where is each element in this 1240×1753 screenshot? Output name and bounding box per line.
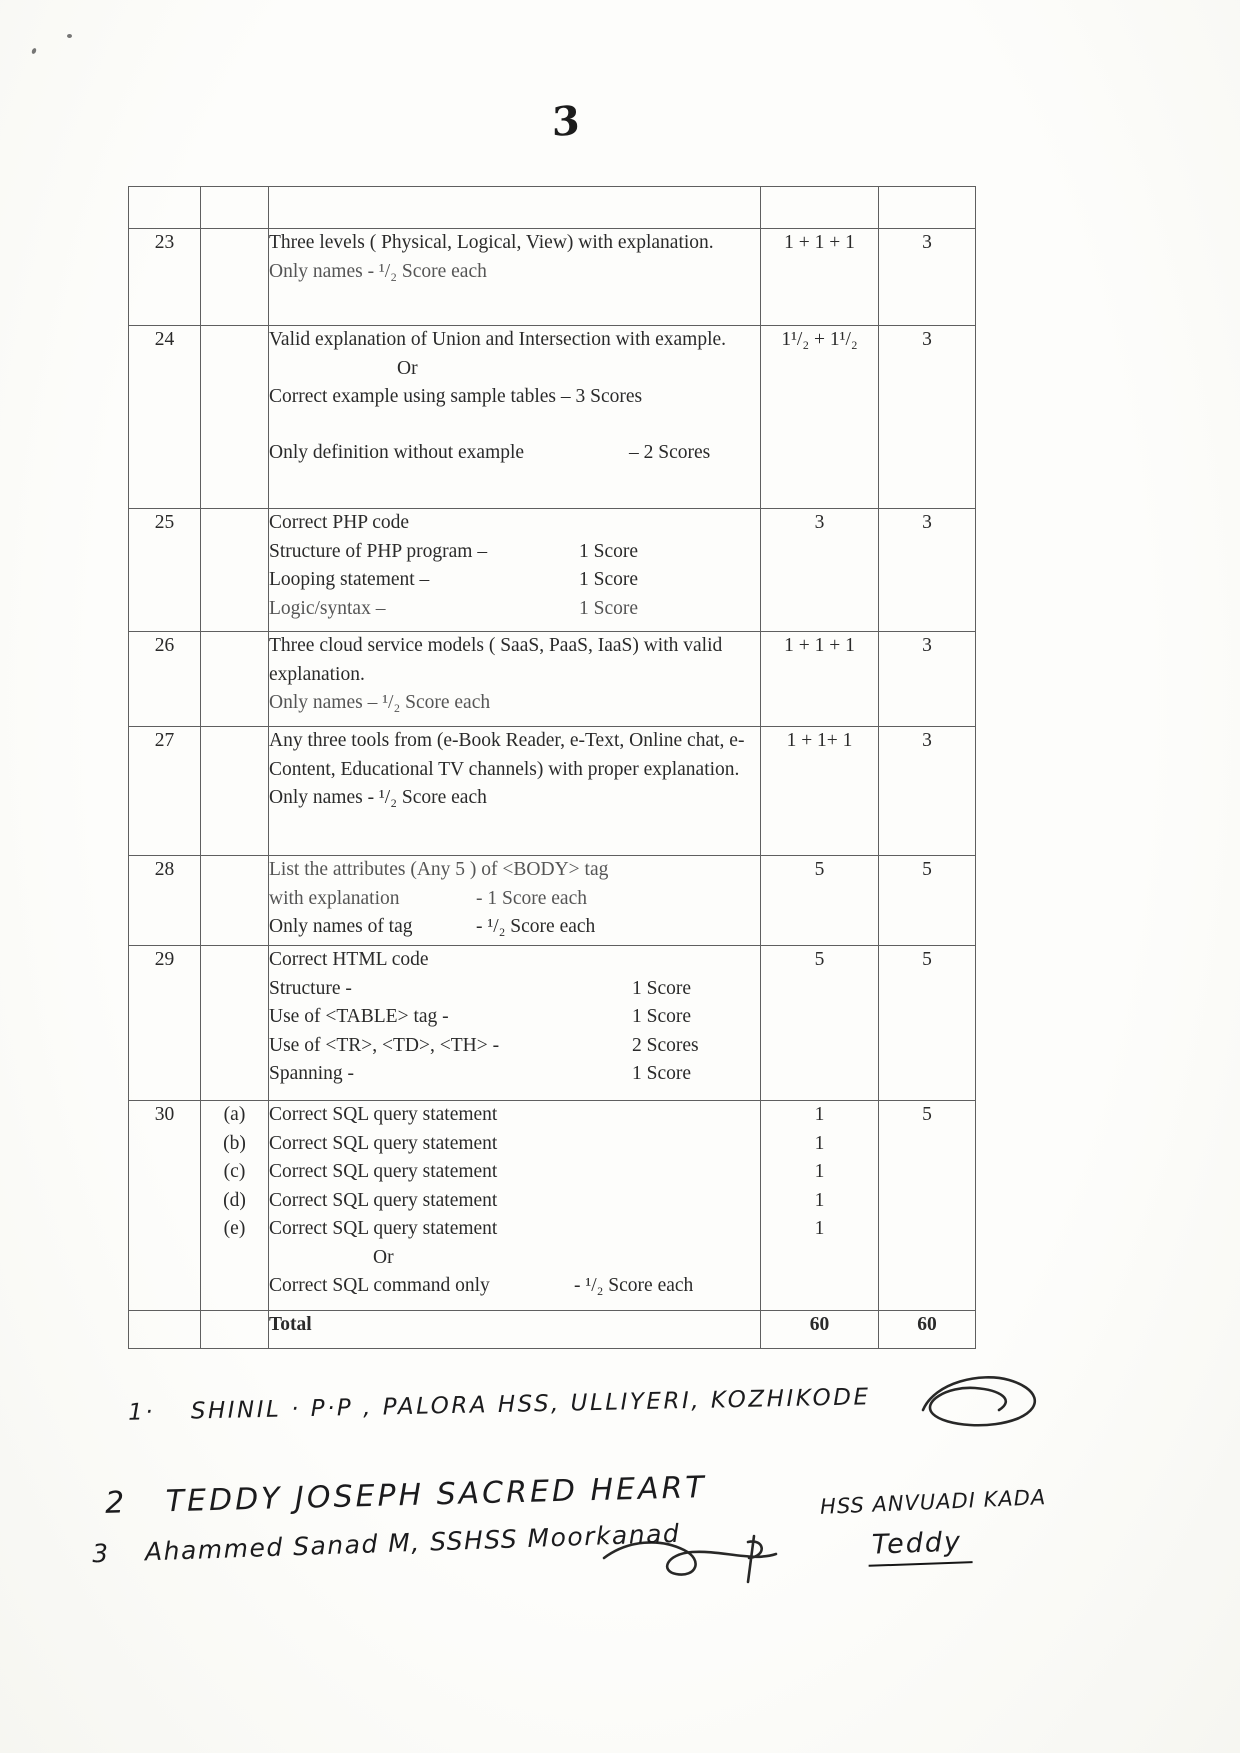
header-cell bbox=[129, 187, 201, 229]
split-score: 1 bbox=[814, 1104, 825, 1125]
answer-line: Or bbox=[397, 357, 418, 379]
sub-label: (c) bbox=[223, 1161, 246, 1182]
score-cell: 3 bbox=[879, 632, 976, 727]
answer-cell bbox=[269, 509, 761, 632]
page-number: 3 bbox=[552, 96, 580, 147]
total-empty-cell bbox=[129, 1311, 201, 1349]
answer-line: Correct SQL query statement bbox=[269, 1104, 498, 1125]
answer-cell bbox=[269, 326, 761, 509]
answer-cell bbox=[269, 632, 761, 727]
score-cell: 3 bbox=[879, 229, 976, 326]
line-score-text: 1 Score bbox=[632, 1063, 692, 1084]
table-header-row bbox=[129, 187, 976, 229]
table-row-q29 bbox=[129, 946, 976, 1101]
scan-speck bbox=[31, 47, 37, 54]
sub-label: (a) bbox=[223, 1104, 246, 1125]
split-score: 1 bbox=[814, 1189, 825, 1211]
question-number: 26 bbox=[129, 632, 201, 727]
score-split-cell: 1 + 1 + 1 bbox=[761, 229, 879, 326]
sub-question-cell bbox=[201, 229, 269, 326]
answer-line: Only names – ¹/₂ Score each bbox=[269, 692, 491, 713]
note-text: TEDDY JOSEPH SACRED HEART bbox=[165, 1470, 708, 1520]
signature-3-scribble bbox=[598, 1528, 798, 1588]
score-cell: 3 bbox=[879, 509, 976, 632]
answer-line bbox=[269, 975, 760, 1004]
handwritten-note-3 bbox=[92, 1519, 681, 1569]
handwritten-note-1 bbox=[128, 1384, 871, 1426]
score-cell: 3 bbox=[879, 326, 976, 509]
answer-line: Only names - ¹/₂ Score each bbox=[269, 787, 487, 808]
score-split-cell: 5 bbox=[761, 946, 879, 1101]
note-number: 1· bbox=[127, 1399, 156, 1426]
line-score-text: 1 Score bbox=[632, 977, 692, 999]
answer-text: Looping statement – bbox=[269, 569, 430, 590]
answer-cell bbox=[269, 229, 761, 326]
line-score-text: 1 Score bbox=[579, 540, 639, 562]
sub-label: (b) bbox=[223, 1132, 246, 1154]
answer-text: Spanning - bbox=[269, 1063, 355, 1084]
answer-line bbox=[269, 885, 760, 914]
sub-question-cell bbox=[201, 632, 269, 727]
line-score-text: 2 Scores bbox=[632, 1034, 699, 1056]
answer-text: Only names of tag bbox=[269, 916, 413, 937]
line-score-text: - ¹/₂ Score each bbox=[574, 1275, 694, 1296]
table-row-q30 bbox=[129, 1101, 976, 1311]
sub-question-cell bbox=[201, 946, 269, 1101]
answer-cell bbox=[269, 1101, 761, 1311]
line-score-text: – 2 Scores bbox=[629, 441, 711, 463]
answer-line: Correct HTML code bbox=[269, 949, 429, 970]
note-number: 2 bbox=[104, 1485, 128, 1521]
question-number: 27 bbox=[129, 727, 201, 856]
question-number: 28 bbox=[129, 856, 201, 946]
score-split-cell: 5 bbox=[761, 856, 879, 946]
score-split-cell: 1¹/₂ + 1¹/₂ bbox=[761, 326, 879, 509]
answer-cell bbox=[269, 946, 761, 1101]
sub-question-cell bbox=[201, 727, 269, 856]
answer-line: Correct SQL query statement bbox=[269, 1189, 498, 1211]
split-score: 1 bbox=[814, 1161, 825, 1182]
score-cell: 3 bbox=[879, 727, 976, 856]
table-row-q23 bbox=[129, 229, 976, 326]
table-row-q26 bbox=[129, 632, 976, 727]
marking-scheme-table bbox=[128, 186, 976, 1349]
line-score-text: 1 Score bbox=[579, 569, 639, 590]
answer-line bbox=[269, 1032, 760, 1061]
table-row-q27 bbox=[129, 727, 976, 856]
answer-text: Structure of PHP program – bbox=[269, 540, 488, 562]
answer-text: Logic/syntax – bbox=[269, 597, 386, 619]
answer-line: Correct PHP code bbox=[269, 512, 410, 533]
line-score-text: 1 Score bbox=[579, 597, 639, 619]
total-split-value: 60 bbox=[761, 1311, 879, 1349]
total-row bbox=[129, 1311, 976, 1349]
sub-question-cell bbox=[201, 326, 269, 509]
table-row-q24 bbox=[129, 326, 976, 509]
header-cell bbox=[269, 187, 761, 229]
header-cell bbox=[201, 187, 269, 229]
question-number: 23 bbox=[129, 229, 201, 326]
answer-line: Correct SQL query statement bbox=[269, 1161, 498, 1182]
answer-line bbox=[269, 1272, 760, 1301]
score-split-cell: 1 + 1+ 1 bbox=[761, 727, 879, 856]
answer-line: List the attributes (Any 5 ) of <BODY> tag bbox=[269, 859, 609, 880]
handwritten-note-2-continued: HSS ANVUADI KADA bbox=[819, 1485, 1047, 1519]
split-score: 1 bbox=[814, 1132, 825, 1154]
answer-line bbox=[269, 538, 760, 567]
answer-text: Structure - bbox=[269, 977, 352, 999]
answer-text: Use of <TR>, <TD>, <TH> - bbox=[269, 1034, 500, 1056]
score-cell: 5 bbox=[879, 946, 976, 1101]
answer-line: Correct SQL query statement bbox=[269, 1132, 498, 1154]
header-cell bbox=[879, 187, 976, 229]
sub-label: (e) bbox=[223, 1218, 246, 1239]
sub-question-cell bbox=[201, 509, 269, 632]
answer-line bbox=[269, 595, 760, 624]
total-label: Total bbox=[269, 1311, 761, 1349]
answer-line: Any three tools from (e-Book Reader, e-Text, Online chat, e-Content, Educational TV channels) with proper explanation. bbox=[269, 730, 745, 780]
note-text: SHINIL · P·P , PALORA HSS, ULLIYERI, KOZHIKODE bbox=[190, 1384, 871, 1425]
signature-teddy: Teddy bbox=[867, 1526, 972, 1567]
split-score: 1 bbox=[814, 1218, 825, 1239]
table-row-q25 bbox=[129, 509, 976, 632]
total-empty-cell bbox=[201, 1311, 269, 1349]
answer-cell bbox=[269, 856, 761, 946]
answer-text: with explanation bbox=[269, 887, 400, 909]
answer-line: Correct SQL query statement bbox=[269, 1218, 498, 1239]
answer-line: Three levels ( Physical, Logical, View) with explanation. bbox=[269, 232, 714, 253]
question-number: 25 bbox=[129, 509, 201, 632]
answer-text: Only definition without example bbox=[269, 441, 525, 463]
score-cell: 5 bbox=[879, 1101, 976, 1311]
total-score-value: 60 bbox=[879, 1311, 976, 1349]
note-text: Ahammed Sanad M, SSHSS Moorkanad bbox=[144, 1518, 681, 1567]
answer-text: Correct SQL command only bbox=[269, 1275, 490, 1296]
question-number: 30 bbox=[129, 1101, 201, 1311]
sub-label: (d) bbox=[223, 1189, 246, 1211]
sub-question-cell bbox=[201, 856, 269, 946]
table-row-q28 bbox=[129, 856, 976, 946]
answer-line bbox=[269, 913, 760, 942]
answer-line: Valid explanation of Union and Intersection with example. bbox=[269, 329, 727, 350]
answer-line: Three cloud service models ( SaaS, PaaS, IaaS) with valid explanation. bbox=[269, 635, 723, 685]
score-split-cell bbox=[761, 1101, 879, 1311]
answer-line: Only names - ¹/₂ Score each bbox=[269, 260, 487, 282]
signature-1-scribble bbox=[905, 1366, 1055, 1432]
answer-line: Correct example using sample tables – 3 Scores bbox=[269, 386, 643, 407]
scan-speck bbox=[67, 34, 72, 38]
score-split-cell: 3 bbox=[761, 509, 879, 632]
handwritten-note-2 bbox=[105, 1470, 708, 1521]
answer-line: Or bbox=[373, 1246, 394, 1268]
line-score-text: 1 Score bbox=[632, 1006, 692, 1027]
answer-line bbox=[269, 1060, 760, 1089]
score-split-cell: 1 + 1 + 1 bbox=[761, 632, 879, 727]
score-cell: 5 bbox=[879, 856, 976, 946]
question-number: 24 bbox=[129, 326, 201, 509]
note-number: 3 bbox=[91, 1538, 111, 1569]
line-score-text: - ¹/₂ Score each bbox=[476, 916, 596, 937]
answer-cell bbox=[269, 727, 761, 856]
answer-line bbox=[269, 439, 760, 468]
header-cell bbox=[761, 187, 879, 229]
answer-line bbox=[269, 1003, 760, 1032]
line-score-text: - 1 Score each bbox=[476, 887, 587, 909]
answer-text: Use of <TABLE> tag - bbox=[269, 1006, 449, 1027]
sub-question-cell bbox=[201, 1101, 269, 1311]
question-number: 29 bbox=[129, 946, 201, 1101]
answer-line bbox=[269, 566, 760, 595]
